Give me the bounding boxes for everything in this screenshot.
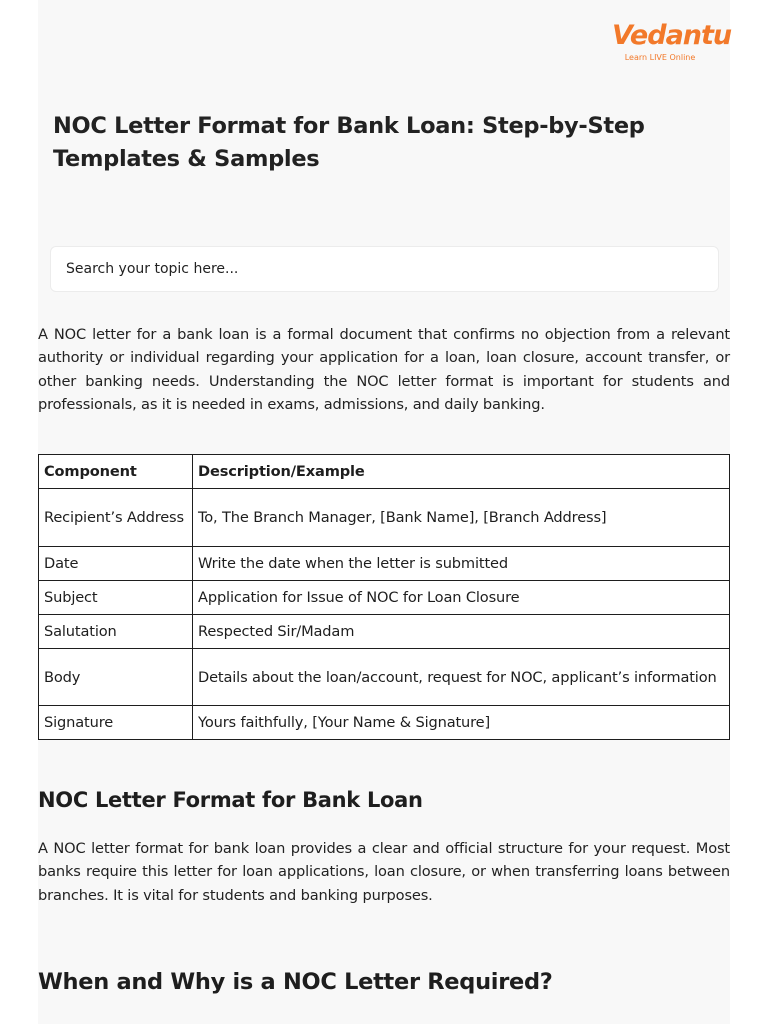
table-row [39, 581, 730, 615]
table-row [39, 547, 730, 581]
cell-component: Date [39, 547, 193, 581]
cell-component: Recipient’s Address [39, 489, 193, 547]
table-row [39, 649, 730, 706]
cell-description: Write the date when the letter is submitted [193, 547, 730, 581]
header-description: Description/Example [193, 455, 730, 489]
cell-component: Body [39, 649, 193, 706]
table-header-row [39, 455, 730, 489]
cell-description: Details about the loan/account, request for NOC, applicant’s information [193, 649, 730, 706]
section-heading-when: When and Why is a NOC Letter Required? [38, 969, 553, 995]
logo-tagline: Learn LIVE Online [624, 53, 696, 62]
components-table [38, 454, 730, 740]
logo-wordmark: Vedantu [612, 20, 732, 51]
search-placeholder: Search your topic here... [66, 261, 239, 277]
table-row [39, 489, 730, 547]
format-paragraph: A NOC letter format for bank loan provides a clear and official structure for your request. Most banks require this letter for loan applications, loan closure, or when transferring loans between branches. It is vital for students and banking purposes. [38, 840, 730, 904]
cell-component: Signature [39, 706, 193, 740]
vedantu-logo[interactable] [612, 20, 732, 63]
intro-paragraph: A NOC letter for a bank loan is a formal document that confirms no objection from a relevant authority or individual regarding your application for a loan, loan closure, account transfer, or other banking needs. Understanding the NOC letter format is important for students and professionals, as it is needed in exams, admissions, and daily banking. [38, 326, 730, 414]
cell-component: Salutation [39, 615, 193, 649]
cell-description: Yours faithfully, [Your Name & Signature] [193, 706, 730, 740]
table-row [39, 615, 730, 649]
cell-description: Respected Sir/Madam [193, 615, 730, 649]
header-component: Component [39, 455, 193, 489]
search-box[interactable] [50, 246, 719, 292]
section-heading-format: NOC Letter Format for Bank Loan [38, 788, 423, 812]
page-title: NOC Letter Format for Bank Loan: Step-by-Step Templates & Samples [53, 113, 645, 172]
cell-component: Subject [39, 581, 193, 615]
cell-description: Application for Issue of NOC for Loan Closure [193, 581, 730, 615]
cell-description: To, The Branch Manager, [Bank Name], [Branch Address] [193, 489, 730, 547]
table-row [39, 706, 730, 740]
